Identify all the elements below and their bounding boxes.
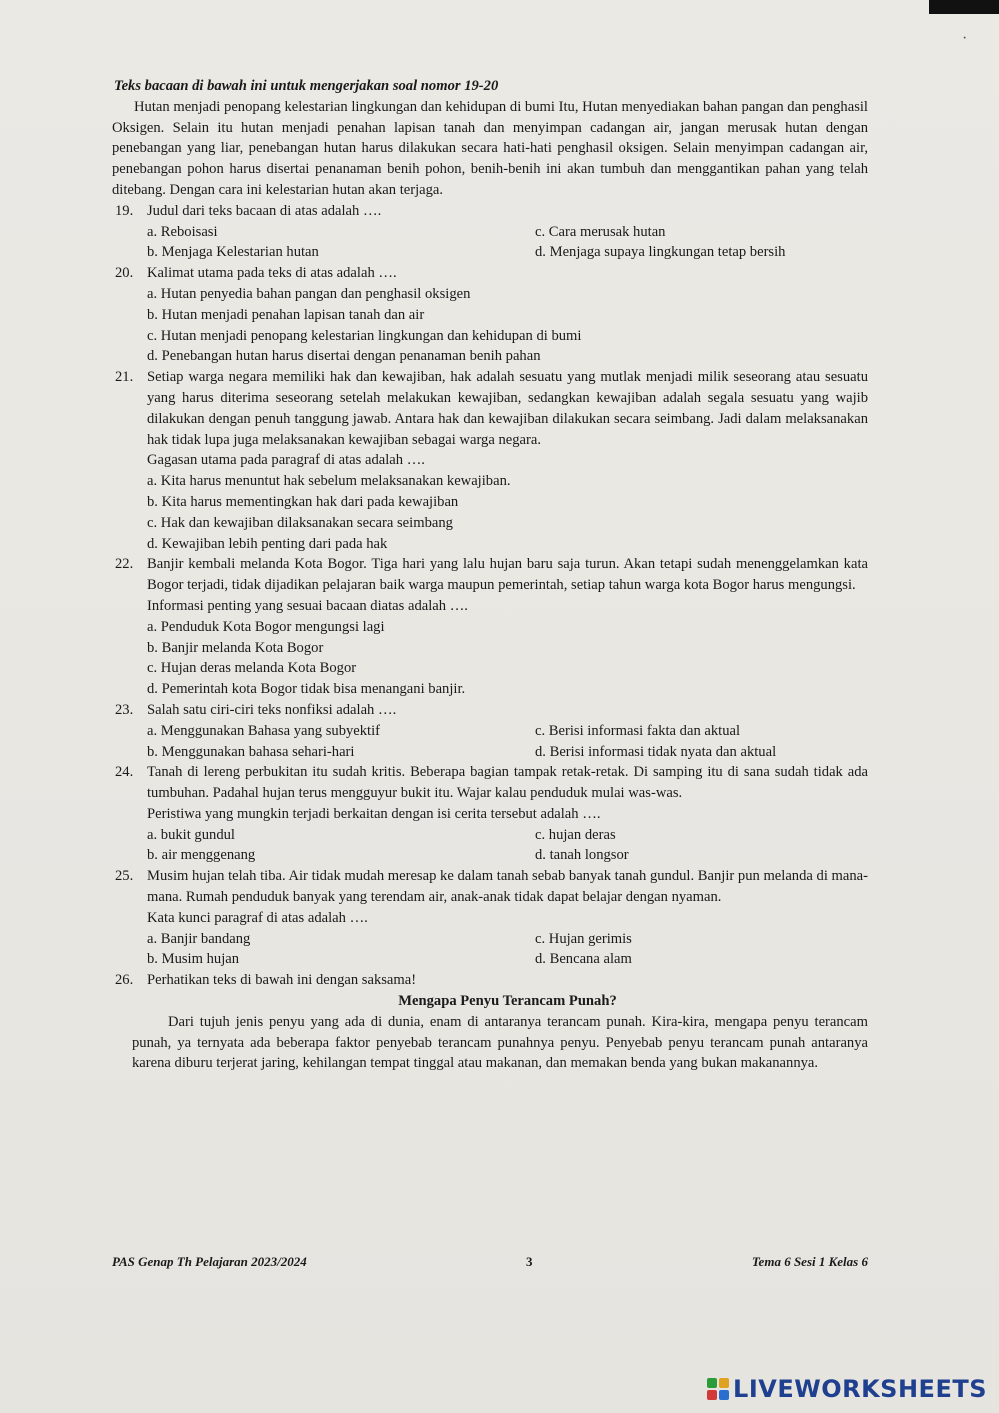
option-a[interactable]: a. bukit gundul — [147, 826, 235, 843]
question-prompt: Peristiwa yang mungkin terjadi berkaitan dengan isi cerita tersebut adalah …. — [147, 805, 601, 822]
option-b[interactable]: b. Banjir melanda Kota Bogor — [147, 639, 324, 656]
question-stem: Kalimat utama pada teks di atas adalah …. — [147, 265, 397, 282]
liveworksheets-logo — [707, 1375, 987, 1403]
question-19 — [112, 201, 868, 263]
question-stem: Musim hujan telah tiba. Air tidak mudah meresap ke dalam tanah sebab banyak tanah gundul. Banjir pun melanda di mana-mana. Rumah penduduk banyak yang terendam air, anak-anak tidak dapat belajar dengan nyaman. — [147, 868, 868, 906]
question-number: 21. — [115, 369, 134, 386]
footer-class-label: Tema 6 Sesi 1 Kelas 6 — [751, 1254, 868, 1269]
question-20 — [112, 263, 868, 367]
option-d[interactable]: d. tanah longsor — [535, 847, 629, 864]
scan-edge — [929, 0, 999, 14]
reading-heading: Teks bacaan di bawah ini untuk mengerjakan soal nomor 19-20 — [114, 78, 499, 94]
story-text: Dari tujuh jenis penyu yang ada di dunia, enam di antaranya terancam punah. Kira-kira, mengapa penyu terancam punah, ya ternyata ada beberapa faktor penyebab terancam punahnya penyu. Penyebab penyu terancam punah antaranya karena diburu terjerat jaring, kehilangan tempat tinggal atau makanan, dan memakan benda yang bukan makanannya. — [132, 1013, 868, 1072]
question-number: 19. — [115, 202, 134, 219]
question-number: 22. — [115, 556, 134, 573]
option-c[interactable]: c. Hutan menjadi penopang kelestarian lingkungan dan kehidupan di bumi — [147, 327, 582, 344]
page-footer — [112, 1254, 868, 1270]
page-content — [112, 76, 868, 1074]
option-a[interactable]: a. Penduduk Kota Bogor mengungsi lagi — [147, 618, 385, 635]
brand-name: LIVEWORKSHEETS — [733, 1375, 987, 1403]
option-d[interactable]: d. Pemerintah kota Bogor tidak bisa menangani banjir. — [147, 681, 466, 698]
brand-grid-icon — [707, 1378, 729, 1400]
page-number: 3 — [526, 1254, 533, 1269]
option-d[interactable]: d. Kewajiban lebih penting dari pada hak — [147, 535, 388, 552]
question-24 — [112, 762, 868, 866]
question-stem: Setiap warga negara memiliki hak dan kewajiban, hak adalah sesuatu yang mutlak menjadi milik seseorang atau sesuatu yang harus diterima seseorang setelah melakukan kewajiban, sedangkan kewajiban adalah segala sesuatu yang wajib dilakukan dengan penuh tanggung jawab. Antara hak dan kewajiban dilakukan secara seimbang. Jadi dalam melaksanakan hak tidak lupa juga melaksanakan kewajiban sebagai warga negara. — [147, 369, 868, 448]
question-stem: Salah satu ciri-ciri teks nonfiksi adalah …. — [147, 701, 397, 718]
option-c[interactable]: c. hujan deras — [535, 826, 616, 843]
question-number: 20. — [115, 265, 134, 282]
option-c[interactable]: c. Hujan gerimis — [535, 930, 632, 947]
question-prompt: Informasi penting yang sesuai bacaan diatas adalah …. — [147, 597, 468, 614]
option-a[interactable]: a. Banjir bandang — [147, 930, 251, 947]
option-a[interactable]: a. Kita harus menuntut hak sebelum melaksanakan kewajiban. — [147, 473, 511, 490]
question-22 — [112, 554, 868, 700]
option-c[interactable]: c. Cara merusak hutan — [535, 223, 666, 240]
option-b[interactable]: b. Hutan menjadi penahan lapisan tanah dan air — [147, 306, 425, 323]
question-stem: Tanah di lereng perbukitan itu sudah kritis. Beberapa bagian tampak retak-retak. Di samping itu di sana sudah tidak ada tumbuhan. Padahal hujan terus mengguyur bukit itu. Wajar kalau penduduk mulai was-was. — [147, 764, 868, 802]
option-a[interactable]: a. Menggunakan Bahasa yang subyektif — [147, 722, 381, 739]
option-d[interactable]: d. Berisi informasi tidak nyata dan aktual — [535, 743, 777, 760]
question-prompt: Kata kunci paragraf di atas adalah …. — [147, 909, 368, 926]
question-number: 25. — [115, 868, 134, 885]
scan-speck: · — [962, 30, 968, 47]
story-title: Mengapa Penyu Terancam Punah? — [398, 993, 617, 1010]
question-stem: Banjir kembali melanda Kota Bogor. Tiga hari yang lalu hujan baru saja turun. Akan tetapi sudah menenggelamkan kata Bogor terjadi, tidak dijadikan pelajaran baik warga maupun pemerintah, setiap tahun warga kota Bogor harus mengungsi. — [147, 556, 868, 594]
question-25 — [112, 866, 868, 970]
question-number: 23. — [115, 701, 134, 718]
question-stem: Perhatikan teks di bawah ini dengan saksama! — [147, 972, 417, 989]
option-b[interactable]: b. Musim hujan — [147, 951, 240, 968]
option-d[interactable]: d. Menjaga supaya lingkungan tetap bersih — [535, 244, 786, 261]
question-23 — [112, 700, 868, 762]
reading-text: Hutan menjadi penopang kelestarian lingkungan dan kehidupan di bumi Itu, Hutan menyediakan bahan pangan dan penghasil Oksigen. Selain itu hutan menjadi penahan lapisan tanah dan menyimpan cadangan air, jangan merusak hutan dengan penebangan yang liar, penebangan hutan harus dilakukan secara hati-hati penghasil oksigen. Selain menyimpan cadangan air, penebangan pohon harus disertai penanaman benih pohon, benih-benih ini akan tumbuh dan menggantikan pahan yang telah ditebang. Dengan cara ini kelestarian hutan akan terjaga. — [112, 98, 868, 198]
option-c[interactable]: c. Hak dan kewajiban dilaksanakan secara seimbang — [147, 514, 453, 531]
option-c[interactable]: c. Hujan deras melanda Kota Bogor — [147, 660, 357, 677]
question-stem: Judul dari teks bacaan di atas adalah …. — [147, 202, 382, 219]
option-b[interactable]: b. Menjaga Kelestarian hutan — [147, 244, 319, 261]
option-d[interactable]: d. Bencana alam — [535, 951, 632, 968]
question-26 — [112, 970, 868, 1074]
option-c[interactable]: c. Berisi informasi fakta dan aktual — [535, 722, 741, 739]
option-b[interactable]: b. air menggenang — [147, 847, 256, 864]
option-d[interactable]: d. Penebangan hutan harus disertai dengan penanaman benih pahan — [147, 348, 541, 365]
option-b[interactable]: b. Menggunakan bahasa sehari-hari — [147, 743, 355, 760]
question-number: 24. — [115, 764, 134, 781]
option-a[interactable]: a. Hutan penyedia bahan pangan dan penghasil oksigen — [147, 285, 471, 302]
option-a[interactable]: a. Reboisasi — [147, 223, 218, 240]
question-prompt: Gagasan utama pada paragraf di atas adalah …. — [147, 452, 425, 469]
footer-exam-label: PAS Genap Th Pelajaran 2023/2024 — [112, 1254, 307, 1269]
question-number: 26. — [115, 972, 134, 989]
option-b[interactable]: b. Kita harus mementingkan hak dari pada kewajiban — [147, 493, 459, 510]
question-21 — [112, 367, 868, 554]
